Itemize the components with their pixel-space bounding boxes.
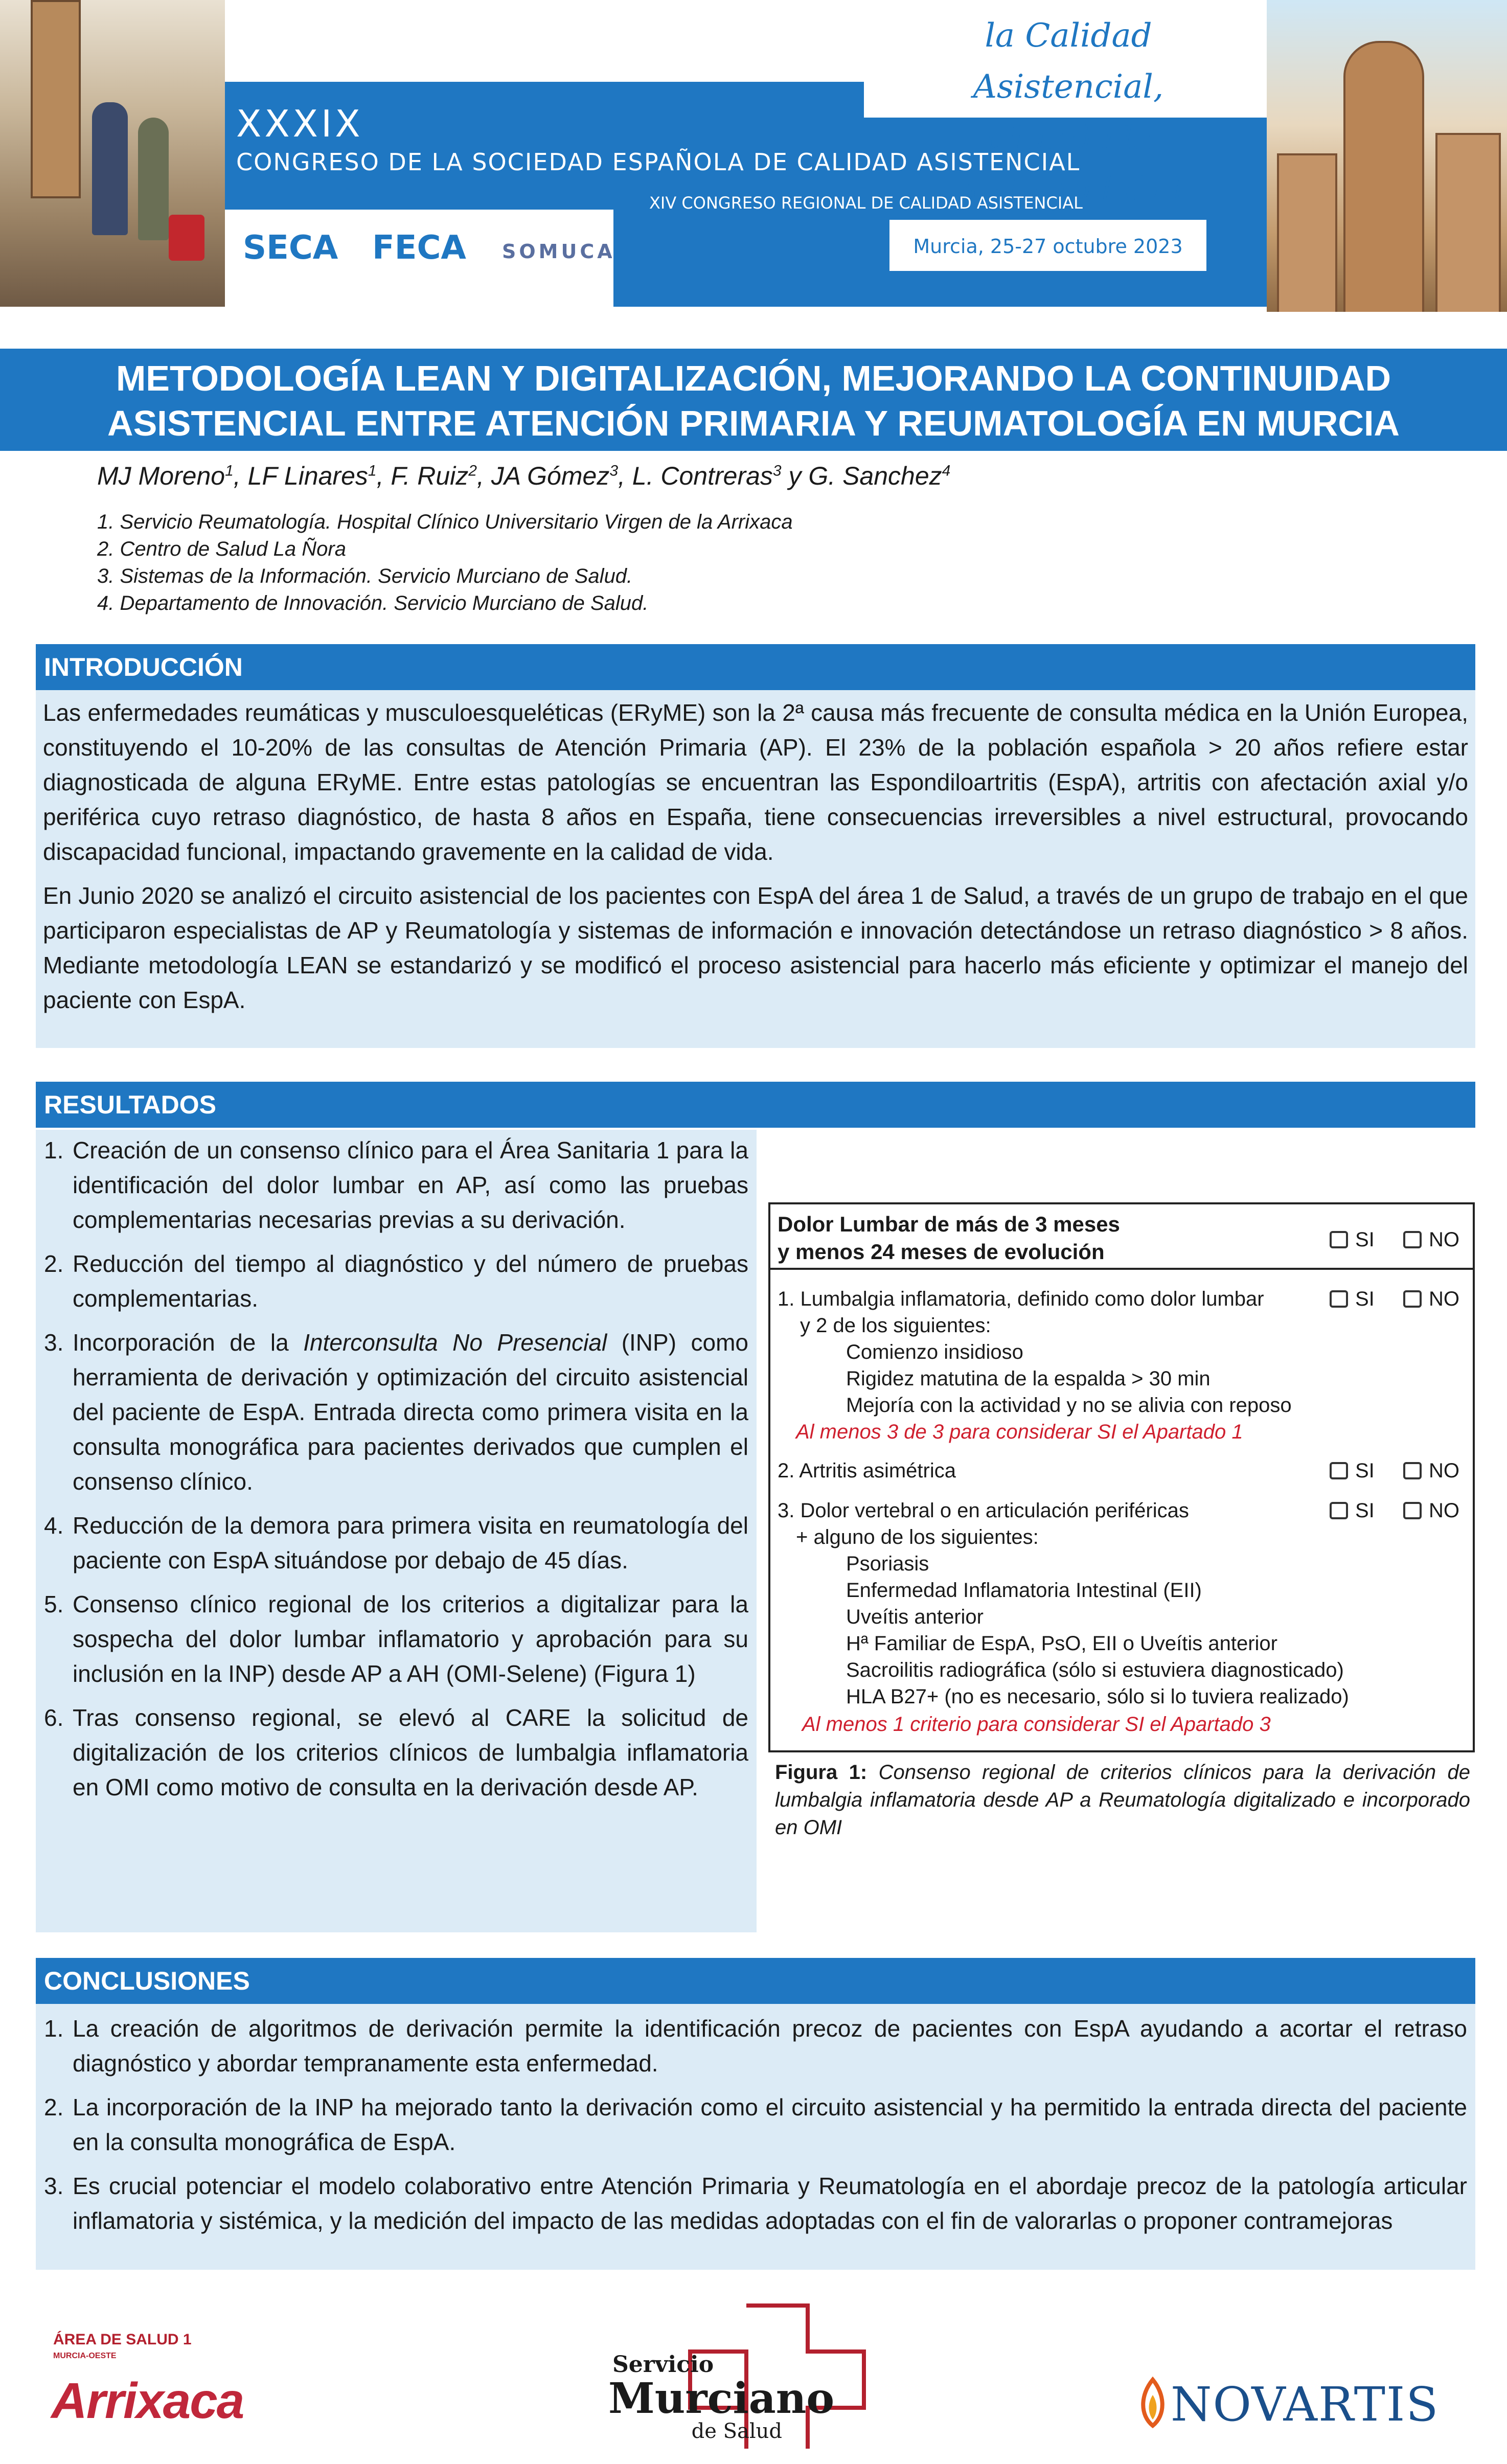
- item-text: La incorporación de la INP ha mejorado tanto la derivación como el circuito asistencial y ha permitido la entrada directa del paciente en la consulta monográfica de EspA.: [73, 2094, 1467, 2155]
- option-yes[interactable]: [1330, 1226, 1375, 1253]
- option-yes[interactable]: [1330, 1497, 1375, 1524]
- item-number: 2.: [44, 2094, 64, 2120]
- criterion-sub-item: HLA B27+ (no es necesario, sólo si lo tuviera realizado): [846, 1685, 1349, 1708]
- walking-figure: [138, 118, 169, 240]
- figure-caption: [775, 1759, 1470, 1841]
- list-item: [44, 1587, 748, 1691]
- item-text: (INP) como herramienta de derivación y optimización del circuito asistencial del paciente de EspA. Entrada directa como primera visita en la consulta monográfica para pacientes derivados que cumplen el consenso clínico.: [73, 1329, 749, 1495]
- figure-header-title: [778, 1211, 1120, 1266]
- criterion-3-line: + alguno de los siguientes:: [796, 1526, 1039, 1548]
- criterion-1-line: y 2 de los siguientes:: [800, 1314, 991, 1337]
- congress-title: CONGRESO DE LA SOCIEDAD ESPAÑOLA DE CALIDAD ASISTENCIAL: [236, 148, 1081, 176]
- item-text: Reducción de la demora para primera visita en reumatología del paciente con EspA situándose por debajo de 45 días.: [73, 1512, 748, 1573]
- cathedral-tower: [1343, 41, 1424, 312]
- option-no[interactable]: [1403, 1285, 1459, 1313]
- area-salud-sublabel: MURCIA-OESTE: [53, 2352, 117, 2360]
- affiliation: 4. Departamento de Innovación. Servicio Murciano de Salud.: [97, 592, 649, 614]
- checkbox[interactable]: [1330, 1290, 1348, 1308]
- sms-logo-line: Servicio: [612, 2352, 714, 2378]
- author-sup: 3: [772, 462, 782, 480]
- affiliation: 3. Sistemas de la Información. Servicio Murciano de Salud.: [97, 565, 633, 587]
- building-shape: [1277, 153, 1337, 312]
- sms-logo: [608, 2352, 835, 2443]
- walking-figure: [92, 102, 128, 235]
- option-label: NO: [1429, 1288, 1459, 1310]
- criterion-note: Al menos 3 de 3 para considerar SI el Apartado 1: [796, 1421, 1243, 1443]
- author-sup: 3: [609, 462, 618, 480]
- criterion-sub-item: Comienzo insidioso: [846, 1341, 1023, 1363]
- somuca-logo: SOMUCA: [502, 240, 615, 263]
- affiliation: 1. Servicio Reumatología. Hospital Clínico Universitario Virgen de la Arrixaca: [97, 511, 793, 533]
- authors: MJ Moreno$^1$, LF Linares$^1$, F. Ruiz$^2$, JA Gómez$^3$, L. Contreras$^3$ y G. Sanchez$^4$: [97, 462, 951, 490]
- author-name: L. Contreras: [632, 462, 773, 490]
- item-text: Tras consenso regional, se elevó al CARE la solicitud de digitalización de los criterios clínicos de lumbalgia inflamatoria en OMI como motivo de consulta en la derivación desde AP.: [73, 1704, 748, 1800]
- item-number: 5.: [44, 1591, 64, 1617]
- slogan-line: la Calidad Asistencial,: [973, 17, 1164, 106]
- item-number: 1.: [44, 1137, 64, 1163]
- section-heading-resultados: RESULTADOS: [36, 1082, 1475, 1128]
- list-item: [44, 2169, 1467, 2238]
- list-item: [44, 1508, 748, 1578]
- option-label: SI: [1355, 1288, 1375, 1310]
- option-label: NO: [1429, 1499, 1459, 1522]
- figure-header-line: Dolor Lumbar de más de 3 meses: [778, 1212, 1120, 1236]
- novartis-flame-icon: [1135, 2375, 1171, 2431]
- option-no[interactable]: [1403, 1457, 1459, 1485]
- criterion-2-line: 2. Artritis asimétrica: [778, 1459, 956, 1482]
- option-label: NO: [1429, 1228, 1459, 1251]
- section-heading-introduccion: INTRODUCCIÓN: [36, 644, 1475, 690]
- checkbox[interactable]: [1330, 1502, 1348, 1519]
- header-illustration-left: [0, 0, 225, 307]
- affiliation: 2. Centro de Salud La Ñora: [97, 538, 346, 560]
- criterion-sub-item: Rigidez matutina de la espalda > 30 min: [846, 1367, 1211, 1390]
- seca-logo: SECA: [243, 229, 338, 267]
- congress-number: XXXIX: [236, 102, 363, 145]
- item-number: 6.: [44, 1704, 64, 1731]
- author-sup: 1: [225, 462, 234, 480]
- title-line: ASISTENCIAL ENTRE ATENCIÓN PRIMARIA Y REUMATOLOGÍA EN MURCIA: [107, 403, 1400, 443]
- option-label: SI: [1355, 1499, 1375, 1522]
- item-text: Incorporación de la: [73, 1329, 304, 1356]
- option-no[interactable]: [1403, 1226, 1459, 1253]
- affiliations: [97, 509, 793, 617]
- paragraph: En Junio 2020 se analizó el circuito asistencial de los pacientes con EspA del área 1 de Salud, a través de un grupo de trabajo en el que participaron especialistas de AP y Reumatología y sistemas de información e innovación detectándose un retraso diagnóstico > 8 años. Mediante metodología LEAN se estandarizó y se modificó el proceso asistencial para hacerlo más eficiente y optimizar el manejo del paciente con EspA.: [43, 882, 1468, 1013]
- criterion-3-line: 3. Dolor vertebral o en articulación periféricas: [778, 1499, 1189, 1522]
- figure-header-line: y menos 24 meses de evolución: [778, 1240, 1105, 1264]
- section-body-introduccion: [36, 690, 1475, 1048]
- author-name: LF Linares: [247, 462, 368, 490]
- conclusions-list: [44, 2011, 1467, 2238]
- figure-header: [770, 1204, 1473, 1270]
- criterion-sub-item: Psoriasis: [846, 1553, 929, 1575]
- title-bar: [0, 349, 1507, 451]
- criterion-sub-item: Hª Familiar de EspA, PsO, EII o Uveítis anterior: [846, 1632, 1277, 1655]
- author-name: JA Gómez: [491, 462, 610, 490]
- header-white-panel: [225, 0, 864, 82]
- paragraph: Las enfermedades reumáticas y musculoesqueléticas (ERyME) son la 2ª causa más frecuente de consulta médica en la Unión Europea, constituyendo el 10-20% de las consultas de Atención Primaria (AP). El 23% de la población española > 20 años refiere estar diagnosticada de alguna ERyME. Entre estas patologías se encuentran las Espondiloartritis (EspA), artritis con afectación axial y/o periférica cuyo retraso diagnóstico, de hasta 8 años en España, tiene consecuencias irreversibles a nivel estructural, provocando discapacidad funcional, impactando gravemente en la calidad de vida.: [43, 699, 1468, 865]
- item-number: 1.: [44, 2015, 64, 2042]
- list-item: [44, 1700, 748, 1805]
- caption-text: Consenso regional de criterios clínicos para la derivación de lumbalgia inflamatoria desde AP a Reumatología digitalizado e incorporado en OMI: [775, 1761, 1471, 1839]
- sms-logo-line: Murciano: [608, 2374, 835, 2423]
- list-item: [44, 1133, 748, 1237]
- option-label: SI: [1355, 1459, 1375, 1482]
- building-shape: [31, 0, 81, 198]
- checkbox[interactable]: [1330, 1462, 1348, 1479]
- checkbox[interactable]: [1403, 1462, 1422, 1479]
- criterion-note: Al menos 1 criterio para considerar SI el Apartado 3: [802, 1713, 1271, 1736]
- arrixaca-logo: Arrixaca: [51, 2372, 244, 2429]
- list-item: [44, 1246, 748, 1316]
- item-text: Consenso clínico regional de los criterios a digitalizar para la sospecha del dolor lumbar inflamatorio y aprobación para su inclusión en la INP) desde AP a AH (OMI-Selene) (Figura 1): [73, 1591, 748, 1687]
- option-label: NO: [1429, 1459, 1459, 1482]
- author-name: MJ Moreno: [97, 462, 225, 490]
- sms-logo-line: de Salud: [691, 2420, 782, 2443]
- criterion-1-line: 1. Lumbalgia inflamatoria, definido como dolor lumbar: [778, 1288, 1264, 1310]
- item-number: 2.: [44, 1250, 64, 1277]
- criterion-sub-item: Sacroilitis radiográfica (sólo si estuviera diagnosticado): [846, 1659, 1344, 1681]
- checkbox[interactable]: [1403, 1290, 1422, 1308]
- item-text: Creación de un consenso clínico para el Área Sanitaria 1 para la identificación del dolor lumbar en AP, así como las pruebas complementarias necesarias previas a su derivación.: [73, 1137, 748, 1233]
- criterion-sub-item: Uveítis anterior: [846, 1606, 984, 1628]
- slogan-line: pilar de la sostenibilidad: [953, 119, 1184, 208]
- header-illustration-right: [1267, 0, 1507, 312]
- item-number: 3.: [44, 2173, 64, 2199]
- criteria-figure: [768, 1202, 1475, 1752]
- item-text: Reducción del tiempo al diagnóstico y del número de pruebas complementarias.: [73, 1250, 748, 1312]
- feca-logo: FECA: [372, 229, 466, 267]
- suitcase: [169, 215, 204, 261]
- author-name: F. Ruiz: [391, 462, 469, 490]
- checkbox[interactable]: [1403, 1231, 1422, 1248]
- option-no[interactable]: [1403, 1497, 1459, 1524]
- author-sup: 2: [468, 462, 477, 480]
- item-number: 4.: [44, 1512, 64, 1539]
- list-item: [44, 2011, 1467, 2081]
- congress-subtitle: XIV CONGRESO REGIONAL DE CALIDAD ASISTENCIAL: [649, 193, 1083, 213]
- section-heading-conclusiones: CONCLUSIONES: [36, 1958, 1475, 2004]
- slogan: [910, 10, 1227, 215]
- checkbox[interactable]: [1403, 1502, 1422, 1519]
- criterion-sub-item: Mejoría con la actividad y no se alivia con reposo: [846, 1394, 1292, 1417]
- criterion-sub-item: Enfermedad Inflamatoria Intestinal (EII): [846, 1579, 1202, 1602]
- author-name: G. Sanchez: [808, 462, 942, 490]
- list-item: [44, 2090, 1467, 2159]
- list-item: [44, 1325, 748, 1499]
- item-number: 3.: [44, 1329, 64, 1356]
- area-salud-label: ÁREA DE SALUD 1: [53, 2331, 192, 2348]
- title-line: METODOLOGÍA LEAN Y DIGITALIZACIÓN, MEJORANDO LA CONTINUIDAD: [116, 358, 1391, 398]
- item-emphasis: Interconsulta No Presencial: [303, 1329, 607, 1356]
- section-body-conclusiones: [36, 2004, 1475, 2270]
- author-sup: 4: [942, 462, 951, 480]
- option-yes[interactable]: [1330, 1457, 1375, 1485]
- checkbox[interactable]: [1330, 1231, 1348, 1248]
- caption-label: Figura 1:: [775, 1761, 867, 1784]
- item-text: Es crucial potenciar el modelo colaborativo entre Atención Primaria y Reumatología en el abordaje precoz de la patología articular inflamatoria y sistémica, y la medición del impacto de las medidas adoptadas con el fin de valorarlas o proponer contramejoras: [73, 2173, 1467, 2234]
- poster-title: [0, 356, 1507, 446]
- item-text: La creación de algoritmos de derivación permite la identificación precoz de pacientes con EspA ayudando a acortar el retraso diagnóstico y abordar tempranamente esta enfermedad.: [73, 2015, 1467, 2077]
- congress-date: Murcia, 25-27 octubre 2023: [913, 235, 1183, 258]
- author-sup: 1: [368, 462, 377, 480]
- novartis-logo: NOVARTIS: [1171, 2377, 1440, 2432]
- option-yes[interactable]: [1330, 1285, 1375, 1313]
- option-label: SI: [1355, 1228, 1375, 1251]
- section-body-resultados: [36, 1130, 757, 1932]
- results-list: [44, 1133, 748, 1805]
- building-shape: [1435, 133, 1501, 312]
